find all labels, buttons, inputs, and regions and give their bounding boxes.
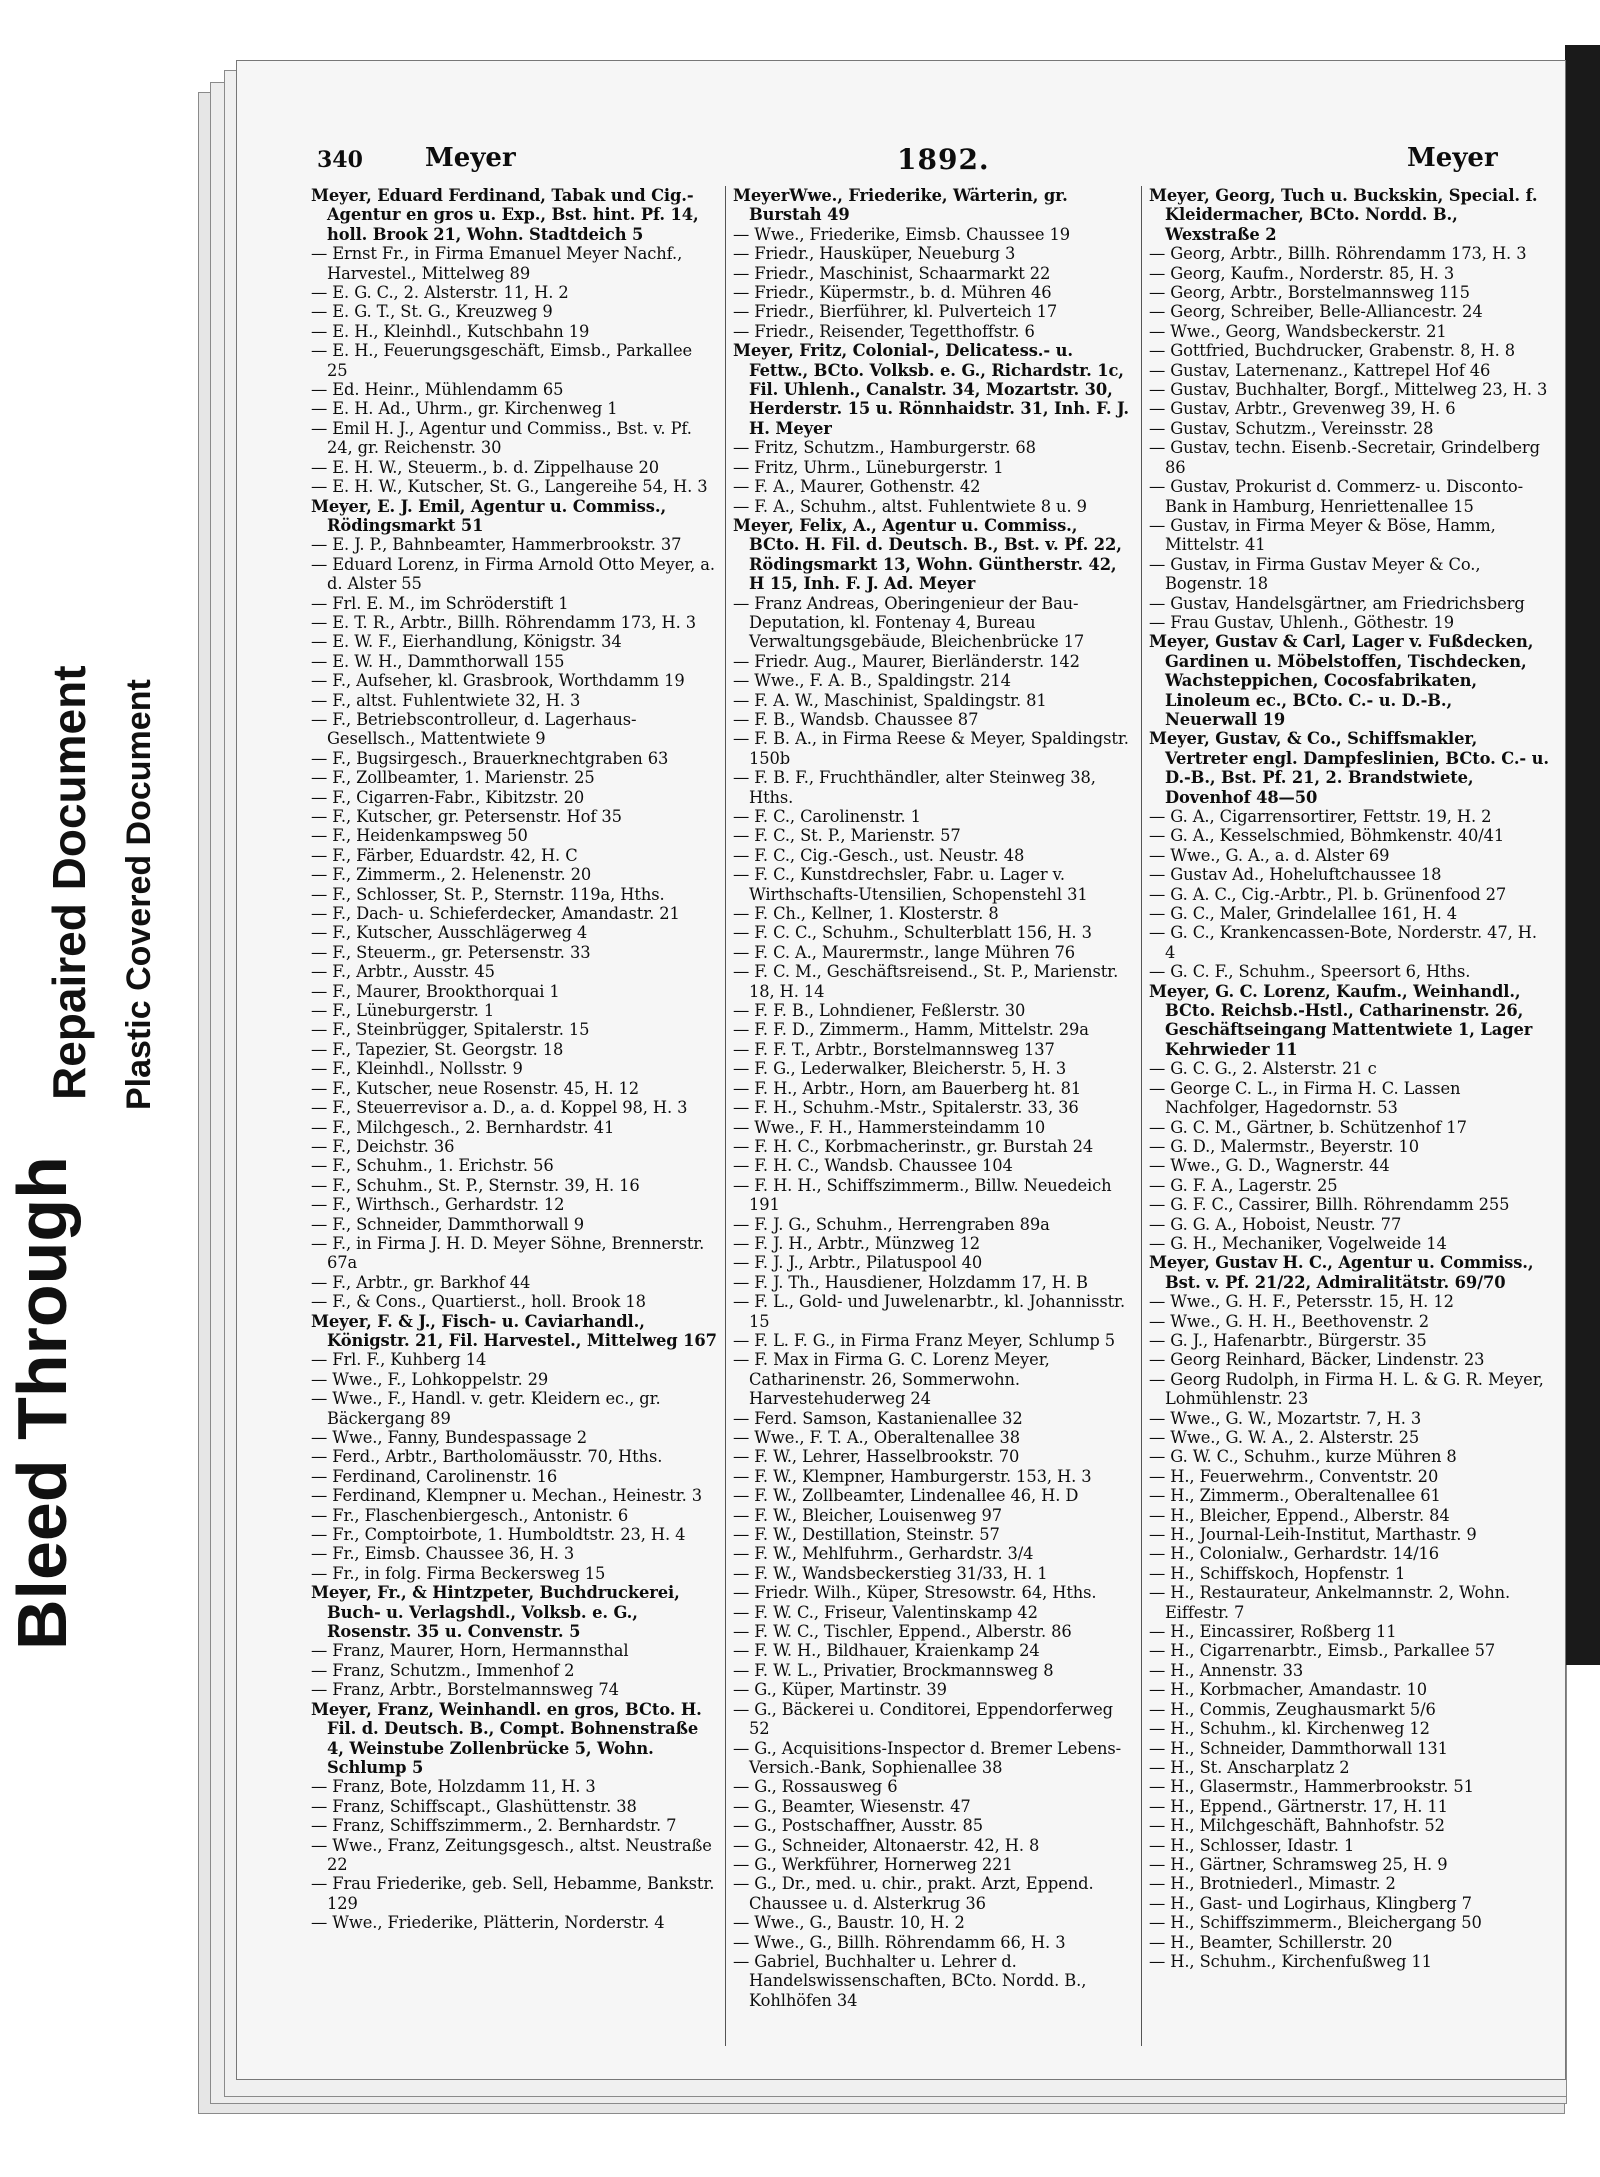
directory-entry: — Georg, Kaufm., Norderstr. 85, H. 3 bbox=[1149, 263, 1455, 283]
directory-entry: — Ernst Fr., in Firma Emanuel Meyer Nachf., Harvestel., Mittelweg 89 bbox=[311, 244, 683, 283]
directory-entry: — H., Milchgeschäft, Bahnhofstr. 52 bbox=[1149, 1816, 1445, 1836]
directory-entry: — F., Arbtr., Ausstr. 45 bbox=[311, 962, 495, 982]
directory-entry: — Georg, Arbtr., Borstelmannsweg 115 bbox=[1149, 283, 1470, 303]
directory-column-3 bbox=[1149, 186, 1549, 2056]
directory-entry: — F., Kutscher, Ausschlägerweg 4 bbox=[311, 923, 588, 943]
directory-entry: — Wwe., Franz, Zeitungsgesch., altst. Neustraße 22 bbox=[311, 1835, 712, 1874]
directory-entry: — Wwe., F. A. B., Spaldingstr. 214 bbox=[733, 671, 1011, 691]
directory-entry: Meyer, Georg, Tuch u. Buckskin, Special. f. Kleidermacher, BCto. Nordd. B., Wexstraße 2 bbox=[1149, 186, 1538, 244]
directory-entry: — Gustav, Arbtr., Grevenweg 39, H. 6 bbox=[1149, 399, 1456, 419]
directory-entry: — E. W. F., Eierhandlung, Königstr. 34 bbox=[311, 632, 622, 652]
directory-entry: — H., Eppend., Gärtnerstr. 17, H. 11 bbox=[1149, 1796, 1448, 1816]
directory-entry: — Frl. E. M., im Schröderstift 1 bbox=[311, 593, 569, 613]
directory-entry: — F. A., Schuhm., altst. Fuhlentwiete 8 u. 9 bbox=[733, 496, 1087, 516]
directory-entry: — F., Zimmerm., 2. Helenenstr. 20 bbox=[311, 865, 592, 885]
directory-entry: — E. W. H., Dammthorwall 155 bbox=[311, 651, 565, 671]
directory-column-2 bbox=[733, 186, 1133, 2056]
running-head-left: Meyer bbox=[425, 143, 516, 173]
directory-entry: — G., Bäckerei u. Conditorei, Eppendorferweg 52 bbox=[733, 1699, 1113, 1739]
directory-entry: — G., Rossausweg 6 bbox=[733, 1777, 898, 1797]
directory-entry: — F., Arbtr., gr. Barkhof 44 bbox=[311, 1272, 531, 1292]
directory-entry: — F. L., Gold- und Juwelenarbtr., kl. Johannisstr. 15 bbox=[733, 1292, 1126, 1331]
directory-entry: — F., Zollbeamter, 1. Marienstr. 25 bbox=[311, 768, 595, 788]
directory-entry: — F., Schneider, Dammthorwall 9 bbox=[311, 1214, 584, 1234]
directory-entry: — Ed. Heinr., Mühlendamm 65 bbox=[311, 380, 564, 400]
directory-entry: — F., in Firma J. H. D. Meyer Söhne, Brennerstr. 67a bbox=[311, 1233, 705, 1273]
directory-entry: — H., Cigarrenarbtr., Eimsb., Parkallee 57 bbox=[1149, 1641, 1496, 1661]
directory-entry: — F. A. W., Maschinist, Spaldingstr. 81 bbox=[733, 690, 1047, 710]
directory-entry: — G. C. M., Gärtner, b. Schützenhof 17 bbox=[1149, 1117, 1467, 1137]
directory-entry: — Wwe., F. T. A., Oberaltenallee 38 bbox=[733, 1428, 1021, 1447]
directory-entry: — Emil H. J., Agentur und Commiss., Bst. v. Pf. 24, gr. Reichenstr. 30 bbox=[311, 418, 692, 458]
directory-entry: Meyer, Eduard Ferdinand, Tabak und Cig.-Agentur en gros u. Exp., Bst. hint. Pf. 14, holl. Brook 21, Wohn. Stadtdeich 5 bbox=[311, 186, 699, 244]
directory-column-1 bbox=[311, 186, 717, 2056]
plastic-covered-label: Plastic Covered Document bbox=[120, 679, 158, 1110]
directory-entry: — F. G., Lederwalker, Bleicherstr. 5, H. 3 bbox=[733, 1059, 1067, 1079]
directory-entry: — Wwe., Fanny, Bundespassage 2 bbox=[311, 1428, 588, 1447]
directory-entry: — Franz, Schiffscapt., Glashüttenstr. 38 bbox=[311, 1796, 637, 1816]
directory-entry: — F., Maurer, Brookthorquai 1 bbox=[311, 981, 560, 1001]
directory-entry: — G. A., Cigarrensortirer, Fettstr. 19, H. 2 bbox=[1149, 807, 1492, 826]
directory-entry: — George C. L., in Firma H. C. Lassen Nachfolger, Hagedornstr. 53 bbox=[1149, 1078, 1461, 1118]
directory-entry: — Gustav, Prokurist d. Commerz- u. Disconto-Bank in Hamburg, Henriettenallee 15 bbox=[1149, 477, 1524, 516]
directory-entry: — E. G. C., 2. Alsterstr. 11, H. 2 bbox=[311, 283, 569, 303]
directory-entry: — F., Betriebscontrolleur, d. Lagerhaus-Gesellsch., Mattentwiete 9 bbox=[311, 709, 637, 749]
directory-entry: — E. H. Ad., Uhrm., gr. Kirchenweg 1 bbox=[311, 399, 618, 419]
directory-entry: — F. A., Maurer, Gothenstr. 42 bbox=[733, 477, 981, 497]
page-header bbox=[317, 143, 1498, 183]
directory-entry: — Gustav, in Firma Gustav Meyer & Co., Bogenstr. 18 bbox=[1149, 554, 1481, 594]
directory-entry: — F. L. F. G., in Firma Franz Meyer, Schlump 5 bbox=[733, 1330, 1116, 1350]
directory-entry: — H., Feuerwehrm., Conventstr. 20 bbox=[1149, 1466, 1439, 1486]
directory-entry: — Friedr., Maschinist, Schaarmarkt 22 bbox=[733, 263, 1051, 283]
directory-entry: — F., Kutscher, gr. Petersenstr. Hof 35 bbox=[311, 807, 622, 826]
side-labels bbox=[0, 0, 200, 2177]
directory-entry: — G. C. F., Schuhm., Speersort 6, Hths. bbox=[1149, 962, 1471, 982]
directory-entry: — F. H. C., Wandsb. Chaussee 104 bbox=[733, 1156, 1013, 1176]
directory-entry: — F., Färber, Eduardstr. 42, H. C bbox=[311, 845, 578, 865]
directory-entry: Meyer, Fritz, Colonial-, Delicatess.- u. Fettw., BCto. Volksb. e. G., Richardstr. 1c, Fil. Uhlenh., Canalstr. 34, Mozartstr. 30, Herderstr. 15 u. Rönnhaidstr. 31, Inh. F. J. H. Meyer bbox=[733, 341, 1129, 438]
directory-entry: — G. C. G., 2. Alsterstr. 21 c bbox=[1149, 1059, 1377, 1079]
directory-entry: — F., Wirthsch., Gerhardstr. 12 bbox=[311, 1195, 565, 1215]
directory-entry: — H., Korbmacher, Amandastr. 10 bbox=[1149, 1680, 1428, 1700]
directory-entry: — F., Schuhm., St. P., Sternstr. 39, H. 16 bbox=[311, 1175, 640, 1195]
directory-entry: — Fr., in folg. Firma Beckersweg 15 bbox=[311, 1563, 606, 1583]
directory-entry: — H., Schiffszimmerm., Bleichergang 50 bbox=[1149, 1913, 1482, 1933]
directory-entry: — Friedr., Hausküper, Neueburg 3 bbox=[733, 244, 1016, 264]
directory-entry: — E. H. W., Steuerm., b. d. Zippelhause 20 bbox=[311, 457, 659, 477]
running-head-year: 1892. bbox=[897, 143, 990, 176]
directory-entry: — F., Tapezier, St. Georgstr. 18 bbox=[311, 1039, 564, 1059]
directory-entry: Meyer, Gustav H. C., Agentur u. Commiss., Bst. v. Pf. 21/22, Admiralitätstr. 69/70 bbox=[1149, 1253, 1534, 1292]
directory-entry: — Gustav, in Firma Meyer & Böse, Hamm, Mittelstr. 41 bbox=[1149, 515, 1496, 555]
directory-entry: — F., Aufseher, kl. Grasbrook, Worthdamm 19 bbox=[311, 671, 685, 691]
directory-entry: — Franz, Arbtr., Borstelmannsweg 74 bbox=[311, 1680, 619, 1700]
directory-entry: — Frau Gustav, Uhlenh., Göthestr. 19 bbox=[1149, 612, 1454, 632]
directory-entry: Meyer, E. J. Emil, Agentur u. Commiss., Rödingsmarkt 51 bbox=[311, 496, 667, 535]
directory-entry: — F., Cigarren-Fabr., Kibitzstr. 20 bbox=[311, 787, 585, 807]
directory-entry: — E. H. W., Kutscher, St. G., Langereihe 54, H. 3 bbox=[311, 477, 708, 497]
directory-entry: — G. H., Mechaniker, Vogelweide 14 bbox=[1149, 1233, 1447, 1253]
directory-entry: — G. D., Malermstr., Beyerstr. 10 bbox=[1149, 1136, 1419, 1156]
directory-entry: — F. Ch., Kellner, 1. Klosterstr. 8 bbox=[733, 904, 999, 924]
column-rule bbox=[725, 186, 726, 2046]
directory-entry: — Gabriel, Buchhalter u. Lehrer d. Handelswissenschaften, BCto. Nordd. B., Kohlhöfen 34 bbox=[733, 1951, 1087, 2010]
directory-entry: — Georg, Arbtr., Billh. Röhrendamm 173, H. 3 bbox=[1149, 244, 1527, 264]
directory-entry: — F. H., Schuhm.-Mstr., Spitalerstr. 33, 36 bbox=[733, 1098, 1079, 1118]
directory-entry: — F. W., Bleicher, Louisenweg 97 bbox=[733, 1505, 1003, 1525]
directory-entry: — H., Gast- und Logirhaus, Klingberg 7 bbox=[1149, 1893, 1472, 1913]
directory-entry: — Gustav, Buchhalter, Borgf., Mittelweg 23, H. 3 bbox=[1149, 380, 1548, 400]
directory-entry: — F. C., Carolinenstr. 1 bbox=[733, 807, 921, 826]
directory-entry: — F. W. H., Bildhauer, Kraienkamp 24 bbox=[733, 1641, 1040, 1661]
directory-entry: — F. B., Wandsb. Chaussee 87 bbox=[733, 709, 979, 729]
directory-entry: — Fr., Comptoirbote, 1. Humboldtstr. 23, H. 4 bbox=[311, 1525, 686, 1545]
directory-entry: — F. J. G., Schuhm., Herrengraben 89a bbox=[733, 1214, 1050, 1234]
directory-entry: — G. J., Hafenarbtr., Bürgerstr. 35 bbox=[1149, 1330, 1427, 1350]
bleed-through-label: Bleed Through bbox=[3, 1156, 81, 1650]
directory-entry: — Wwe., G., Baustr. 10, H. 2 bbox=[733, 1913, 965, 1933]
directory-entry: — G., Schneider, Altonaerstr. 42, H. 8 bbox=[733, 1835, 1040, 1855]
directory-entry: — H., Schneider, Dammthorwall 131 bbox=[1149, 1738, 1448, 1758]
directory-entry: — G. G. A., Hoboist, Neustr. 77 bbox=[1149, 1214, 1402, 1234]
directory-entry: Meyer, G. C. Lorenz, Kaufm., Weinhandl., BCto. Reichsb.-Hstl., Catharinenstr. 26, Geschäftseingang Mattentwiete 1, Lager Kehrwieder 11 bbox=[1149, 981, 1533, 1059]
directory-entry: — F., Deichstr. 36 bbox=[311, 1136, 455, 1156]
directory-entry: — F. F. D., Zimmerm., Hamm, Mittelstr. 29a bbox=[733, 1020, 1089, 1040]
directory-entry: — F. H., Arbtr., Horn, am Bauerberg ht. 81 bbox=[733, 1078, 1082, 1098]
directory-entry: — F. W. C., Friseur, Valentinskamp 42 bbox=[733, 1602, 1038, 1622]
directory-entry: MeyerWwe., Friederike, Wärterin, gr. Burstah 49 bbox=[733, 186, 1068, 225]
directory-entry: — H., Zimmerm., Oberaltenallee 61 bbox=[1149, 1486, 1441, 1506]
directory-entry: — F., & Cons., Quartierst., holl. Brook 18 bbox=[311, 1292, 646, 1312]
directory-entry: — Wwe., F. H., Hammersteindamm 10 bbox=[733, 1117, 1046, 1137]
directory-entry: — F., Kutscher, neue Rosenstr. 45, H. 12 bbox=[311, 1078, 640, 1098]
directory-entry: — F. W., Lehrer, Hasselbrookstr. 70 bbox=[733, 1447, 1020, 1467]
directory-entry: — F. B. A., in Firma Reese & Meyer, Spaldingstr. 150b bbox=[733, 729, 1129, 768]
directory-entry: — F. B. F., Fruchthändler, alter Steinweg 38, Hths. bbox=[733, 768, 1096, 807]
directory-entry: — E. H., Kleinhdl., Kutschbahn 19 bbox=[311, 321, 590, 341]
directory-entry: — F., Milchgesch., 2. Bernhardstr. 41 bbox=[311, 1117, 615, 1137]
directory-entry: — F., Steuerrevisor a. D., a. d. Koppel 98, H. 3 bbox=[311, 1098, 688, 1118]
directory-entry: — Wwe., G. H. F., Petersstr. 15, H. 12 bbox=[1149, 1292, 1454, 1312]
directory-entry: — F. H. C., Korbmacherinstr., gr. Burstah 24 bbox=[733, 1136, 1094, 1156]
directory-entry: — H., Annenstr. 33 bbox=[1149, 1660, 1304, 1680]
directory-entry: — G., Acquisitions-Inspector d. Bremer Lebens-Versich.-Bank, Sophienallee 38 bbox=[733, 1738, 1122, 1777]
directory-entry: — H., Glasermstr., Hammerbrookstr. 51 bbox=[1149, 1777, 1474, 1797]
directory-entry: — Friedr., Reisender, Tegetthoffstr. 6 bbox=[733, 321, 1035, 341]
directory-entry: — Wwe., Friederike, Plätterin, Norderstr. 4 bbox=[311, 1913, 665, 1933]
directory-entry: — G., Beamter, Wiesenstr. 47 bbox=[733, 1796, 971, 1816]
directory-entry: — G. F. C., Cassirer, Billh. Röhrendamm 255 bbox=[1149, 1195, 1510, 1215]
directory-entry: — Gottfried, Buchdrucker, Grabenstr. 8, H. 8 bbox=[1149, 341, 1515, 361]
directory-entry: — Franz, Bote, Holzdamm 11, H. 3 bbox=[311, 1777, 596, 1797]
directory-entry: — Wwe., G. H. H., Beethovenstr. 2 bbox=[1149, 1311, 1430, 1331]
directory-entry: — F., Kleinhdl., Nollsstr. 9 bbox=[311, 1059, 523, 1079]
directory-entry: — F., Dach- u. Schieferdecker, Amandastr. 21 bbox=[311, 904, 680, 924]
directory-entry: — G. C., Maler, Grindelallee 161, H. 4 bbox=[1149, 904, 1458, 924]
column-rule bbox=[1141, 186, 1142, 2046]
directory-entry: — F. W., Destillation, Steinstr. 57 bbox=[733, 1525, 1000, 1545]
directory-entry: — F. W., Wandsbeckerstieg 31/33, H. 1 bbox=[733, 1563, 1048, 1583]
directory-entry: — F. J. Th., Hausdiener, Holzdamm 17, H. B bbox=[733, 1272, 1088, 1292]
directory-entry: — F. C., Kunstdrechsler, Fabr. u. Lager v. Wirthschafts-Utensilien, Schopenstehl 31 bbox=[733, 865, 1088, 904]
directory-entry: — E. G. T., St. G., Kreuzweg 9 bbox=[311, 302, 553, 322]
directory-entry: — F. Max in Firma G. C. Lorenz Meyer, Catharinenstr. 26, Sommerwohn. Harvestehuderweg 24 bbox=[733, 1350, 1050, 1409]
directory-entry: — G., Dr., med. u. chir., prakt. Arzt, Eppend. Chaussee u. d. Alsterkrug 36 bbox=[733, 1874, 1094, 1913]
directory-entry: — H., Gärtner, Schramsweg 25, H. 9 bbox=[1149, 1854, 1448, 1874]
directory-entry: Meyer, Franz, Weinhandl. en gros, BCto. H. Fil. d. Deutsch. B., Compt. Bohnenstraße 4, Weinstube Zollenbrücke 5, Wohn. Schlump 5 bbox=[311, 1699, 702, 1777]
directory-entry: — F. W., Klempner, Hamburgerstr. 153, H. 3 bbox=[733, 1466, 1092, 1486]
directory-entry: — Friedr., Bierführer, kl. Pulverteich 17 bbox=[733, 302, 1058, 322]
directory-entry: — H., Bleicher, Eppend., Alberstr. 84 bbox=[1149, 1505, 1450, 1525]
directory-entry: — G., Postschaffner, Ausstr. 85 bbox=[733, 1816, 984, 1836]
directory-entry: — F., Bugsirgesch., Brauerknechtgraben 63 bbox=[311, 748, 669, 768]
directory-entry: — F. F. T., Arbtr., Borstelmannsweg 137 bbox=[733, 1039, 1055, 1059]
directory-entry: Meyer, Fr., & Hintzpeter, Buchdruckerei, Buch- u. Verlagshdl., Volksb. e. G., Rosenstr. 35 u. Convenstr. 5 bbox=[311, 1583, 680, 1642]
directory-entry: — F. C. M., Geschäftsreisend., St. P., Marienstr. 18, H. 14 bbox=[733, 962, 1119, 1001]
directory-entry: — Friedr. Aug., Maurer, Bierländerstr. 142 bbox=[733, 651, 1080, 671]
directory-entry: — F., Schlosser, St. P., Sternstr. 119a, Hths. bbox=[311, 884, 665, 904]
directory-entry: — Friedr., Küpermstr., b. d. Mühren 46 bbox=[733, 283, 1052, 303]
directory-entry: — F., Schuhm., 1. Erichstr. 56 bbox=[311, 1156, 554, 1176]
directory-entry: — H., Eincassirer, Roßberg 11 bbox=[1149, 1622, 1397, 1642]
directory-entry: — Fritz, Uhrm., Lüneburgerstr. 1 bbox=[733, 457, 1004, 477]
directory-entry: — E. J. P., Bahnbeamter, Hammerbrookstr. 37 bbox=[311, 535, 682, 555]
directory-entry: — Wwe., Friederike, Eimsb. Chaussee 19 bbox=[733, 224, 1070, 244]
directory-entry: — G. W. C., Schuhm., kurze Mühren 8 bbox=[1149, 1447, 1457, 1467]
directory-entry: — Ferd., Arbtr., Bartholomäusstr. 70, Hths. bbox=[311, 1447, 663, 1467]
directory-entry: — Fritz, Schutzm., Hamburgerstr. 68 bbox=[733, 438, 1036, 458]
directory-entry: — Fr., Flaschenbiergesch., Antonistr. 6 bbox=[311, 1505, 629, 1525]
directory-entry: — G. A. C., Cig.-Arbtr., Pl. b. Grünenfood 27 bbox=[1149, 884, 1507, 904]
directory-entry: — Ferd. Samson, Kastanienallee 32 bbox=[733, 1408, 1023, 1428]
directory-entry: — Ferdinand, Carolinenstr. 16 bbox=[311, 1466, 558, 1486]
directory-entry: — F. C., Cig.-Gesch., ust. Neustr. 48 bbox=[733, 845, 1025, 865]
directory-entry: — H., Schuhm., Kirchenfußweg 11 bbox=[1149, 1951, 1432, 1971]
directory-entry: — F. H. H., Schiffszimmerm., Billw. Neuedeich 191 bbox=[733, 1175, 1112, 1215]
directory-entry: — G., Küper, Martinstr. 39 bbox=[733, 1680, 947, 1700]
directory-entry: — F. C. C., Schuhm., Schulterblatt 156, H. 3 bbox=[733, 923, 1092, 943]
directory-entry: — H., Journal-Leih-Institut, Marthastr. 9 bbox=[1149, 1525, 1477, 1545]
directory-entry: — H., Schuhm., kl. Kirchenweg 12 bbox=[1149, 1719, 1430, 1739]
directory-entry: — Franz, Schiffszimmerm., 2. Bernhardstr. 7 bbox=[311, 1816, 677, 1836]
directory-entry: — Georg Reinhard, Bäcker, Lindenstr. 23 bbox=[1149, 1350, 1485, 1370]
directory-entry: — Wwe., G. D., Wagnerstr. 44 bbox=[1149, 1156, 1390, 1176]
directory-entry: — F. W., Mehlfuhrm., Gerhardstr. 3/4 bbox=[733, 1544, 1034, 1564]
directory-entry: — F., altst. Fuhlentwiete 32, H. 3 bbox=[311, 690, 581, 710]
directory-entry: — F., Lüneburgerstr. 1 bbox=[311, 1001, 495, 1021]
directory-entry: — Franz Andreas, Oberingenieur der Bau-Deputation, kl. Fontenay 4, Bureau Verwaltungsgebäude, Bleichenbrücke 17 bbox=[733, 593, 1085, 652]
directory-entry: — Georg, Schreiber, Belle-Alliancestr. 24 bbox=[1149, 302, 1483, 322]
page-number: 340 bbox=[317, 147, 363, 173]
directory-entry: — F. C. A., Maurermstr., lange Mühren 76 bbox=[733, 942, 1076, 962]
directory-page bbox=[236, 60, 1566, 2080]
directory-entry: — F., Steinbrügger, Spitalerstr. 15 bbox=[311, 1020, 590, 1040]
directory-entry: — G., Werkführer, Hornerweg 221 bbox=[733, 1854, 1013, 1874]
directory-entry: — Ferdinand, Klempner u. Mechan., Heinestr. 3 bbox=[311, 1486, 703, 1506]
directory-entry: — F. J. H., Arbtr., Münzweg 12 bbox=[733, 1233, 981, 1253]
directory-entry: — Wwe., F., Lohkoppelstr. 29 bbox=[311, 1369, 549, 1389]
directory-entry: — F. W., Zollbeamter, Lindenallee 46, H. D bbox=[733, 1486, 1079, 1506]
directory-entry: — Gustav, techn. Eisenb.-Secretair, Grindelberg 86 bbox=[1149, 438, 1540, 477]
directory-entry: — Friedr. Wilh., Küper, Stresowstr. 64, Hths. bbox=[733, 1583, 1097, 1603]
directory-entry: — H., Restaurateur, Ankelmannstr. 2, Wohn. Eiffestr. 7 bbox=[1149, 1583, 1511, 1622]
directory-entry: — Gustav, Laternenanz., Kattrepel Hof 46 bbox=[1149, 360, 1491, 380]
directory-entry: — F. W. L., Privatier, Brockmannsweg 8 bbox=[733, 1660, 1054, 1680]
directory-entry: — Gustav, Handelsgärtner, am Friedrichsberg bbox=[1149, 593, 1525, 613]
directory-entry: — F. C., St. P., Marienstr. 57 bbox=[733, 826, 961, 846]
directory-entry: — F. J. J., Arbtr., Pilatuspool 40 bbox=[733, 1253, 983, 1273]
directory-entry: — Frl. F., Kuhberg 14 bbox=[311, 1350, 487, 1370]
directory-entry: — Franz, Schutzm., Immenhof 2 bbox=[311, 1660, 575, 1680]
directory-entry: — Franz, Maurer, Horn, Hermannsthal bbox=[311, 1641, 629, 1661]
directory-entry: Meyer, Felix, A., Agentur u. Commiss., BCto. H. Fil. d. Deutsch. B., Bst. v. Pf. 22, Rödingsmarkt 13, Wohn. Güntherstr. 42, H 15, Inh. F. J. Ad. Meyer bbox=[733, 515, 1122, 594]
directory-entry: — Frau Friederike, geb. Sell, Hebamme, Bankstr. 129 bbox=[311, 1874, 715, 1913]
directory-entry: — E. T. R., Arbtr., Billh. Röhrendamm 173, H. 3 bbox=[311, 612, 697, 632]
directory-entry: — F. W. C., Tischler, Eppend., Alberstr. 86 bbox=[733, 1622, 1072, 1642]
directory-entry: — H., Schlosser, Idastr. 1 bbox=[1149, 1835, 1355, 1855]
directory-entry: — Eduard Lorenz, in Firma Arnold Otto Meyer, a. d. Alster 55 bbox=[311, 554, 715, 594]
directory-entry: — Gustav, Schutzm., Vereinsstr. 28 bbox=[1149, 418, 1434, 438]
repaired-document-label: Repaired Document bbox=[43, 665, 95, 1100]
directory-entry: — Gustav Ad., Hoheluftchaussee 18 bbox=[1149, 865, 1442, 885]
directory-entry: — Wwe., G. W., Mozartstr. 7, H. 3 bbox=[1149, 1408, 1422, 1428]
running-head-right: Meyer bbox=[1407, 143, 1498, 173]
directory-entry: — Fr., Eimsb. Chaussee 36, H. 3 bbox=[311, 1544, 575, 1564]
directory-entry: — G. A., Kesselschmied, Böhmkenstr. 40/41 bbox=[1149, 826, 1505, 846]
directory-entry: — H., Brotniederl., Mimastr. 2 bbox=[1149, 1874, 1396, 1894]
directory-entry: — Wwe., G. W. A., 2. Alsterstr. 25 bbox=[1149, 1428, 1420, 1447]
directory-entry: — Georg Rudolph, in Firma H. L. & G. R. Meyer, Lohmühlenstr. 23 bbox=[1149, 1369, 1544, 1409]
directory-entry: — F. F. B., Lohndiener, Feßlerstr. 30 bbox=[733, 1001, 1026, 1021]
directory-entry: — G. F. A., Lagerstr. 25 bbox=[1149, 1175, 1338, 1195]
directory-entry: — H., Colonialw., Gerhardstr. 14/16 bbox=[1149, 1544, 1440, 1564]
directory-entry: Meyer, Gustav, & Co., Schiffsmakler, Vertreter engl. Dampfeslinien, BCto. C.- u. D.-B., Bst. Pf. 21, 2. Brandstwiete, Dovenhof 48—50 bbox=[1149, 729, 1549, 807]
directory-entry: Meyer, Gustav & Carl, Lager v. Fußdecken, Gardinen u. Möbelstoffen, Tischdecken, Wachsteppichen, Cocosfabrikaten, Linoleum ec., BCto. C.- u. D.-B., Neuerwall 19 bbox=[1149, 632, 1534, 729]
directory-entry: — E. H., Feuerungsgeschäft, Eimsb., Parkallee 25 bbox=[311, 341, 693, 380]
binding-edge bbox=[1565, 45, 1600, 1665]
directory-entry: — H., Beamter, Schillerstr. 20 bbox=[1149, 1932, 1393, 1952]
directory-entry: — G. C., Krankencassen-Bote, Norderstr. 47, H. 4 bbox=[1149, 923, 1537, 962]
directory-entry: — Wwe., G. A., a. d. Alster 69 bbox=[1149, 845, 1390, 865]
directory-entry: — H., Commis, Zeughausmarkt 5/6 bbox=[1149, 1699, 1436, 1719]
directory-entry: — F., Steuerm., gr. Petersenstr. 33 bbox=[311, 942, 591, 962]
directory-entry: — Wwe., F., Handl. v. getr. Kleidern ec., gr. Bäckergang 89 bbox=[311, 1389, 661, 1428]
directory-entry: — Wwe., G., Billh. Röhrendamm 66, H. 3 bbox=[733, 1932, 1066, 1952]
directory-entry: — Wwe., Georg, Wandsbeckerstr. 21 bbox=[1149, 321, 1447, 341]
directory-entry: — H., Schiffskoch, Hopfenstr. 1 bbox=[1149, 1563, 1406, 1583]
directory-entry: Meyer, F. & J., Fisch- u. Caviarhandl., Königstr. 21, Fil. Harvestel., Mittelweg 167 bbox=[311, 1311, 717, 1350]
directory-entry: — F., Heidenkampsweg 50 bbox=[311, 826, 528, 846]
directory-entry: — H., St. Anscharplatz 2 bbox=[1149, 1757, 1350, 1777]
